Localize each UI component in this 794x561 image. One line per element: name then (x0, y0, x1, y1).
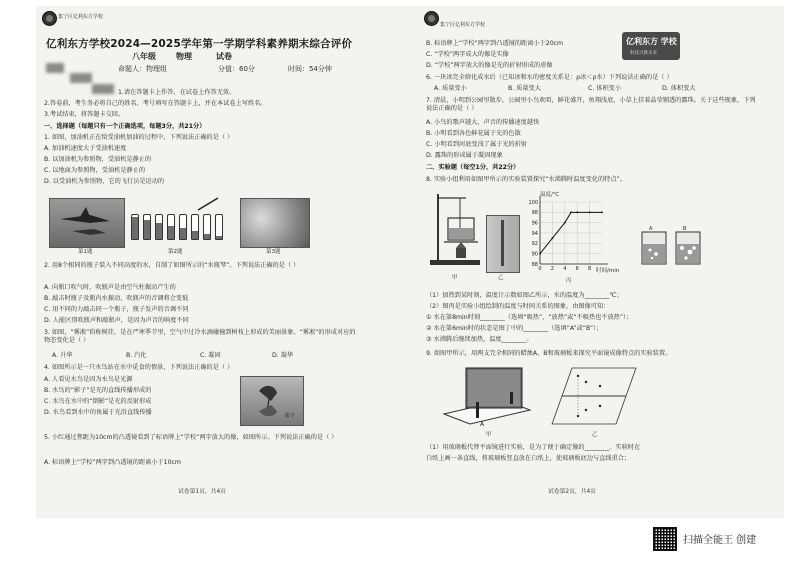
chart-ylabel: 温度/℃ (540, 192, 560, 198)
q6-option-a: A. 质量变小 (434, 85, 467, 92)
q2-option-d: D. 人能区别吹瓶声和敲瓶声，是因为声音的响度不同 (44, 317, 189, 324)
q8-part-2b: ② 水在第6min时的状态是图丁中的________（选填“A”或“B”）； (426, 325, 603, 332)
temperature-point (570, 211, 572, 213)
boiling-apparatus-figure (426, 190, 484, 270)
q7-option-a: A. 小鸟的歌声越大，声音的传播速度越快 (426, 119, 540, 126)
caption-q1: 第1题 (78, 249, 93, 255)
left-page-footer: 试卷第1页，共4页 (178, 489, 226, 495)
stick-icon (196, 196, 220, 212)
bottle (143, 214, 151, 240)
q7-option-d: D. 露珠的形成属于凝固现象 (426, 152, 503, 159)
q4-option-c: C. 水鸟在水中的“倒影”是光的反射形成 (44, 398, 152, 405)
question-8: 8. 实验小组利用如图甲所示的实验装置探究“水沸腾时温度变化的特点”。 (426, 176, 626, 183)
beaker-b-label: B (683, 226, 687, 232)
label-bing: 丙 (566, 278, 572, 284)
q2-option-b: B. 敲击时瓶子及瓶内水振动，吹瓶声的音调将会变低 (44, 295, 189, 302)
meta-group: 命题人：物理组 (118, 65, 167, 73)
caption-q2: 第2题 (168, 249, 183, 255)
question-7: 7. 清晨，小明到公园里散步，公园里小鸟欢唱，鲜花盛开，鱼翔浅底，小草上挂着晶莹剔透的露珠。关于这些现象，下列说法正确的是（ ） (426, 97, 756, 112)
redaction-block (92, 84, 114, 94)
redaction-block (70, 73, 92, 83)
y-tick-label: 94 (531, 230, 538, 237)
question-4: 4. 如图所示是一只水鸟站在水中觅食的情景，下列说法正确的是（ ） (44, 364, 234, 371)
temperature-point (539, 253, 541, 255)
temperature-point (601, 211, 603, 213)
thermometer-photo (486, 215, 520, 273)
bottle (167, 214, 175, 240)
bottle (155, 214, 163, 240)
q5-option-c: C. “学校”两字成大的像是实像 (426, 51, 509, 58)
x-tick-label: 4 (563, 266, 567, 272)
thermometer-column (501, 220, 504, 266)
refuel-aircraft-photo (49, 198, 125, 248)
exam-title: 亿利东方学校2024—2025学年第一学期学科素养期末综合评价 (46, 38, 353, 50)
q5-option-b: B. 标语牌上“学校”两字到凸透镜的距离小于20cm (426, 40, 564, 47)
y-tick-label: 96 (531, 220, 538, 227)
q6-option-b: B. 质量变大 (508, 85, 541, 92)
school-stamp (622, 32, 680, 60)
scanner-watermark: 扫描全能王 创建 (683, 535, 757, 546)
beaker-a-label: A (649, 226, 653, 232)
q3-option-d: D. 凝华 (272, 352, 294, 359)
caption-q3: 第3题 (266, 249, 281, 255)
y-tick-label: 88 (531, 261, 538, 268)
meta-score: 分值：60分 (218, 65, 255, 73)
q9-part-1: （1）用玻璃板代替平面镜进行实验，是为了便于确定像的________。实验时在 (426, 444, 641, 451)
q4-option-a: A. 人看见水鸟是因为水鸟是光源 (44, 376, 133, 383)
chart-xlabel: 时间/min (596, 268, 620, 274)
q8-part-2: （2）图丙是实验小组绘制的温度与时间关系的图象，由图像可知： (426, 303, 610, 310)
q8-part-2a: ① 水在第8min时刻________（选填“吸热”、“放热”或“不吸热也不放热”）； (426, 314, 633, 321)
temperature-point (576, 211, 578, 213)
meta-time: 时间：54分钟 (288, 65, 332, 73)
temperature-point (552, 237, 554, 239)
exam-grade: 八年级 (132, 52, 156, 61)
q1-option-c: C. 以地面为参照物，受油机是静止的 (44, 167, 146, 174)
bottle (131, 214, 139, 240)
plane-mirror-figure (440, 362, 534, 430)
x-tick-label: 0 (538, 266, 542, 272)
question-2: 2. 用8个相同的瓶子装入不同高度的水，自制了如图所示的“水瓶琴”。下列说法正确的是（ ） (44, 262, 300, 269)
q9-part-1-cont: 白纸上画一条直线，将玻璃板竖直放在白纸上，使玻璃板底边与直线重合； (426, 455, 631, 462)
q3-option-c: C. 凝固 (200, 352, 221, 359)
question-3: 3. 如图，“雾凇”俗称树挂，是在严寒季节里，空气中过冷水滴碰撞到树枝上形成的美丽景象。“雾凇”的形成对应的物态变化是（ ） (44, 329, 356, 344)
rime-frost-photo (240, 198, 310, 248)
aircraft-icon (50, 199, 124, 247)
question-1: 1. 如图，加油机正在给受油机加油的过程中，下列说法正确的是（ ） (44, 134, 234, 141)
right-page-footer: 试卷第2页，共4页 (548, 489, 596, 495)
exam-subject: 物理 (176, 52, 192, 61)
q8-part-1: （1）加热到某时刻，温度计示数如图乙所示，水的温度为________℃； (426, 292, 623, 299)
qr-code-icon (653, 527, 677, 551)
svg-text:A: A (480, 421, 485, 428)
y-tick-label: 98 (531, 210, 538, 217)
label-jia: 甲 (452, 275, 458, 281)
q8-part-2c: ③ 水沸腾后继续加热，温度________。 (426, 336, 533, 343)
q3-option-b: B. 汽化 (126, 352, 147, 359)
q2-option-a: A. 向瓶口吹气时，吹瓶声是由空气柱振动产生的 (44, 284, 176, 291)
right-school-header: 集宁区亿利东方学校 (440, 22, 486, 28)
x-tick-label: 6 (575, 266, 579, 272)
bottle (179, 214, 187, 240)
question-5: 5. 小红通过焦距为10cm的凸透镜看到了标语牌上“学校”两字放大的像，如图所示。下列说法正确的是（ ） (44, 434, 338, 441)
bottle (215, 214, 223, 240)
shadow-label: 影子 (285, 413, 296, 419)
q7-option-c: C. 小明看到河底变浅了属于光的折射 (426, 141, 528, 148)
left-school-header: 集宁区亿利东方学校 (58, 14, 104, 20)
school-logo-icon (42, 11, 57, 26)
section-experiment-heading: 二、实验题（每空1分，共22分） (426, 164, 520, 171)
temperature-time-chart (524, 192, 614, 278)
bottle (191, 214, 199, 240)
q5-option-d: D. “学校”两字放大的像是光的折射形成的虚像 (426, 62, 553, 69)
label-yi: 乙 (498, 275, 504, 281)
temperature-point (564, 222, 566, 224)
question-9: 9. 如图甲所示，用两支完全相同的蜡烛A、B和玻璃板来探究平面镜成像特点的实验装置。 (426, 350, 672, 357)
q6-option-d: D. 体积变大 (662, 85, 696, 92)
x-tick-label: 8 (588, 266, 592, 272)
q5-option-a: A. 标语牌上“学校”两字到凸透镜的距离小于10cm (44, 459, 181, 466)
section-choice-heading: 一、选择题（每题只有一个正确选项，每题3分，共21分） (44, 123, 206, 130)
note-2: 2.答卷前，考生务必将自己的姓名、考号填写在答题卡上，并在本试卷上写姓名。 (44, 100, 267, 107)
stamp-subtext: 科技兴教未来 (630, 51, 657, 56)
fig9-label-jia: 甲 (486, 432, 492, 438)
temperature-point (589, 211, 591, 213)
note-3: 3.考试结束，将答题卡交回。 (44, 111, 125, 118)
q2-option-c: C. 用不同的力敲击同一个瓶子，瓶子发声的音调不同 (44, 306, 189, 313)
q4-option-d: D. 水鸟看到水中的鱼属于光沿直线传播 (44, 409, 152, 416)
y-tick-label: 90 (531, 251, 538, 258)
bottle (203, 214, 211, 240)
q1-option-d: D. 以受油机为参照物，它的飞行员是运动的 (44, 178, 165, 185)
school-logo-icon (424, 11, 439, 26)
redaction-block (46, 63, 64, 73)
q6-option-c: C. 体积变小 (588, 85, 622, 92)
fig9-label-yi: 乙 (592, 432, 598, 438)
q1-option-a: A. 加油机速度大于受油机速度 (44, 145, 127, 152)
image-position-diagram (548, 364, 640, 430)
y-tick-label: 100 (528, 199, 538, 206)
water-bird-photo (240, 376, 304, 426)
x-tick-label: 2 (550, 266, 554, 272)
q7-option-b: B. 小明看到各色鲜花属于光的色散 (426, 130, 521, 137)
note-1: 1.请在答题卡上作答，在试卷上作答无效。 (118, 89, 236, 96)
q1-option-b: B. 以加油机为参照物，受油机是静止的 (44, 156, 152, 163)
q3-option-a: A. 升华 (52, 352, 73, 359)
y-tick-label: 92 (531, 241, 538, 248)
q4-option-b: B. 水鸟的“影子”是光的直线传播形成的 (44, 387, 152, 394)
stamp-text: 亿利东方 学校 (626, 37, 677, 46)
beakers-figure (640, 228, 704, 268)
exam-kind: 试卷 (216, 52, 232, 61)
question-6: 6. 一块冰完全熔化成水后（已知冰和水的密度关系是：ρ冰＜ρ水）下列说法正确的是（ ） (426, 74, 673, 81)
